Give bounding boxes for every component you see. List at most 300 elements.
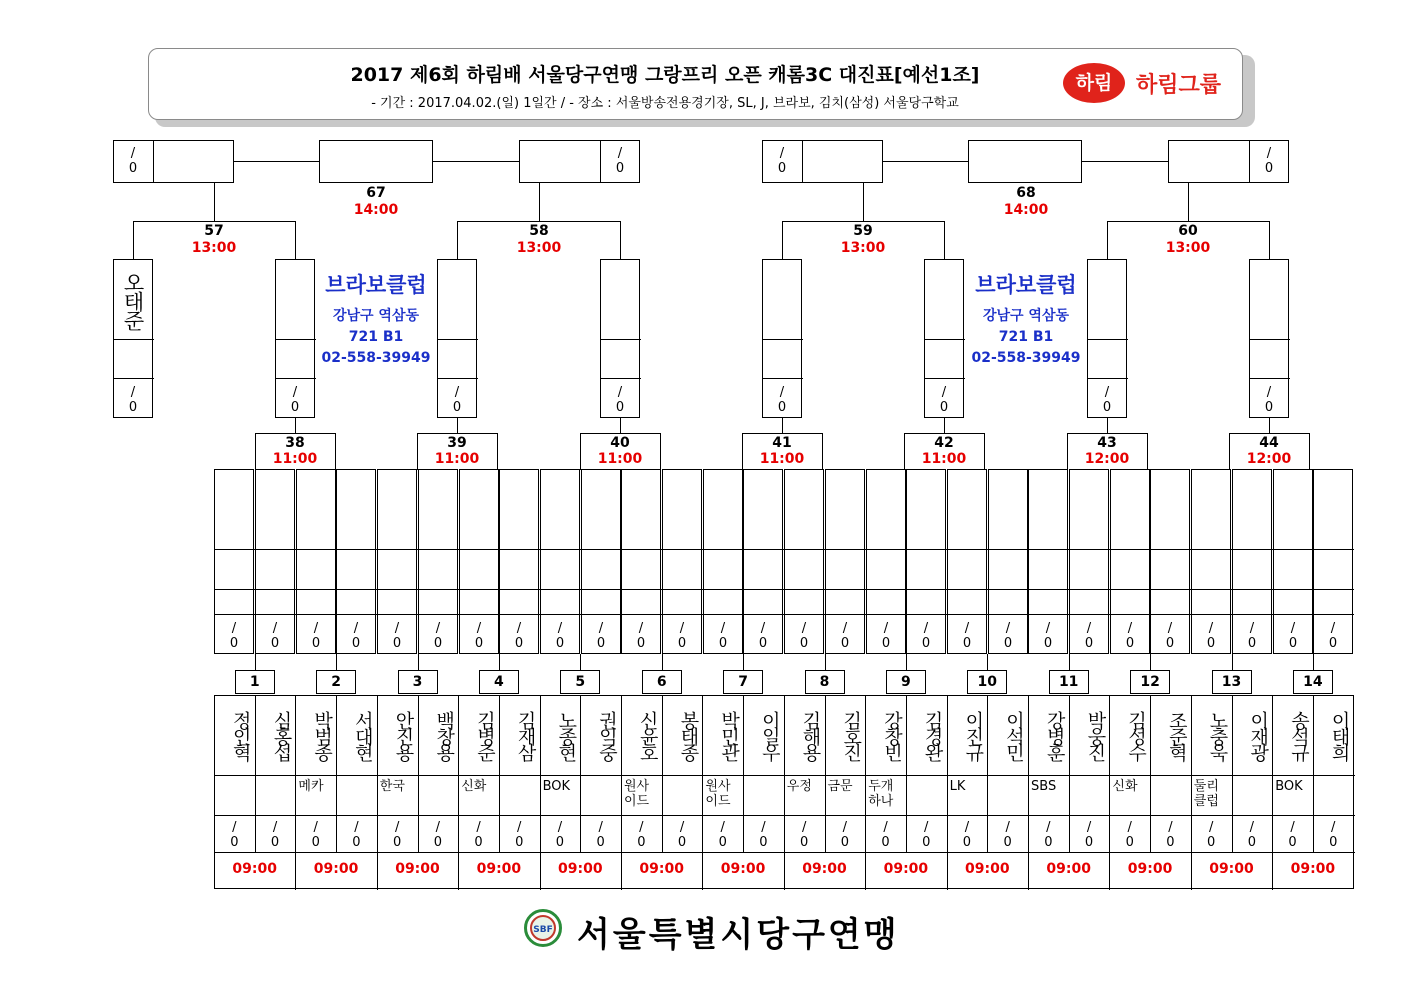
bracket-line: [214, 589, 255, 590]
bracket-line: [418, 654, 419, 671]
bracket-line: [255, 433, 256, 470]
round2-time: 11:00: [759, 451, 805, 467]
bracket-line: [1313, 654, 1314, 671]
bracket-line: [784, 549, 825, 550]
score-cell: / 0: [1003, 820, 1012, 850]
score-cell: / 0: [1207, 820, 1216, 850]
score-cell: / 0: [759, 820, 768, 850]
bracket-line: [703, 614, 744, 615]
score-cell: / 0: [1288, 820, 1297, 850]
player-name[interactable]: 김성수: [1125, 711, 1148, 759]
score-cell: / 0: [921, 621, 931, 651]
semi-number: 60: [1178, 223, 1198, 239]
player-name[interactable]: 노종현: [555, 711, 578, 759]
bracket-line: [295, 418, 296, 434]
bracket-line: [1191, 589, 1232, 590]
player-club: [909, 779, 946, 813]
bracket-line: [743, 589, 784, 590]
score-cell: / 0: [433, 820, 442, 850]
score-cell: / 0: [1264, 385, 1274, 415]
score-cell: / 0: [128, 146, 138, 176]
score-cell: / 0: [229, 621, 239, 651]
bracket-line: [1273, 614, 1314, 615]
round2-time: 11:00: [921, 451, 967, 467]
bracket-line: [255, 614, 296, 615]
bracket-line: [1150, 549, 1191, 550]
bracket-line: [1232, 589, 1273, 590]
score-cell: / 0: [352, 820, 361, 850]
bracket-line: [214, 614, 255, 615]
bracket-line: [825, 589, 866, 590]
player-name[interactable]: 김경완: [921, 711, 944, 759]
player-club: [1316, 779, 1353, 813]
score-cell: / 0: [1003, 621, 1013, 651]
sponsor-address: 강남구 역삼동: [982, 308, 1070, 324]
score-cell: / 0: [311, 820, 320, 850]
score-cell: / 0: [1329, 820, 1338, 850]
bracket-line: [924, 339, 965, 340]
bracket-line: [1269, 221, 1270, 260]
bracket-line: [581, 549, 622, 550]
player-name[interactable]: 백창용: [433, 711, 456, 759]
match-number: 8: [805, 670, 845, 694]
bracket-line: [499, 654, 500, 671]
bracket-line: [1269, 418, 1270, 434]
score-cell: / 0: [452, 385, 462, 415]
seeded-player-name: 오태준: [121, 271, 145, 329]
score-cell: / 0: [555, 621, 565, 651]
score-cell: / 0: [433, 621, 443, 651]
bracket-line: [459, 549, 500, 550]
match-number: 11: [1049, 670, 1089, 694]
bracket-line: [944, 418, 945, 434]
player-club: [746, 779, 783, 813]
bracket-line: [1069, 614, 1110, 615]
final-time: 14:00: [353, 202, 399, 218]
bracket-line: [1313, 614, 1354, 615]
player-club: 금문: [827, 779, 853, 794]
bracket-line: [1147, 433, 1148, 470]
bracket-line: [459, 614, 500, 615]
bracket-line: [866, 614, 907, 615]
bracket-line: [499, 614, 540, 615]
final-time: 14:00: [1003, 202, 1049, 218]
bracket-line: [1191, 549, 1232, 550]
player-club: 둘리클럽: [1193, 779, 1219, 809]
player-club: [665, 779, 702, 813]
score-cell: / 0: [800, 820, 809, 850]
player-club: [339, 779, 376, 813]
match-number: 4: [479, 670, 519, 694]
player-club: [217, 779, 254, 813]
bracket-line: [377, 614, 418, 615]
bracket-line: [1249, 378, 1290, 379]
player-name[interactable]: 박민관: [718, 711, 741, 759]
bracket-line: [1273, 589, 1314, 590]
score-cell: / 0: [1288, 621, 1298, 651]
score-cell: / 0: [881, 820, 890, 850]
score-cell: / 0: [615, 146, 625, 176]
score-cell: / 0: [290, 385, 300, 415]
match-time: 09:00: [965, 861, 1010, 877]
bracket-line: [988, 549, 1029, 550]
score-cell: / 0: [596, 621, 606, 651]
bracket-line: [621, 614, 662, 615]
round2-time: 12:00: [1246, 451, 1292, 467]
bracket-line: [539, 182, 540, 222]
player-name[interactable]: 봉태종: [677, 711, 700, 759]
player-club: [502, 779, 539, 813]
sbf-logo-icon: [524, 909, 562, 947]
player-name[interactable]: 김해용: [799, 711, 822, 759]
player-club: [583, 779, 620, 813]
round2-time: 11:00: [272, 451, 318, 467]
match-number: 7: [723, 670, 763, 694]
player-name[interactable]: 김호진: [840, 711, 863, 759]
score-cell: / 0: [1084, 820, 1094, 850]
semi-number: 57: [204, 223, 224, 239]
sponsor-phone: 02-558-39949: [321, 350, 431, 366]
bracket-line: [988, 589, 1029, 590]
sponsor-name: 브라보클럽: [975, 273, 1077, 297]
bracket-line: [1313, 549, 1354, 550]
player-name[interactable]: 이석민: [1002, 711, 1025, 759]
page-title: 2017 제6회 하림배 서울당구연맹 그랑프리 오픈 캐롬3C 대진표[예선1조]: [350, 64, 980, 86]
bracket-line: [1107, 418, 1108, 434]
bracket-line: [335, 433, 336, 470]
match-time: 09:00: [1209, 861, 1254, 877]
bracket-line: [947, 589, 988, 590]
bracket-line: [1309, 433, 1310, 470]
score-cell: / 0: [393, 820, 402, 850]
player-name[interactable]: 안진용: [392, 711, 415, 759]
player-name[interactable]: 박범종: [311, 711, 334, 759]
player-name[interactable]: 노충욱: [1206, 711, 1229, 759]
bracket-line: [825, 549, 866, 550]
bracket-line: [866, 589, 907, 590]
player-name[interactable]: 박웅진: [1084, 711, 1107, 759]
bracket-line: [1110, 614, 1151, 615]
player-name[interactable]: 이재광: [1247, 711, 1270, 759]
bracket-line: [1028, 549, 1069, 550]
sponsor-phone: 02-558-39949: [971, 350, 1081, 366]
bracket-line: [417, 433, 418, 470]
bracket-line: [418, 549, 459, 550]
score-cell: / 0: [840, 621, 850, 651]
match-time: 09:00: [232, 861, 277, 877]
round2-time: 12:00: [1084, 451, 1130, 467]
bracket-line: [906, 614, 947, 615]
bracket-line: [275, 378, 316, 379]
semi-time: 13:00: [516, 240, 562, 256]
score-cell: / 0: [128, 385, 138, 415]
bracket-line: [377, 589, 418, 590]
final-number: 68: [1016, 185, 1036, 201]
bracket-line: [743, 654, 744, 671]
org-name: 서울특별시당구연맹: [577, 915, 900, 955]
bracket-line: [662, 549, 703, 550]
semi-time: 13:00: [840, 240, 886, 256]
player-name[interactable]: 송석규: [1287, 711, 1310, 759]
bracket-line: [1232, 614, 1273, 615]
bracket-line: [295, 221, 296, 260]
harim-logo-text: 하림그룹: [1136, 73, 1222, 98]
bracket-line: [987, 654, 988, 671]
bracket-line: [497, 433, 498, 470]
bracket-line: [581, 589, 622, 590]
bracket-line: [762, 339, 803, 340]
player-name[interactable]: 김병준: [473, 711, 496, 759]
score-cell: / 0: [939, 385, 949, 415]
bracket-line: [988, 614, 1029, 615]
match-time: 09:00: [476, 861, 522, 877]
score-cell: / 0: [840, 820, 849, 850]
sponsor-address: 강남구 역삼동: [332, 308, 420, 324]
score-cell: / 0: [777, 385, 787, 415]
bracket-line: [662, 614, 703, 615]
bracket-line: [1028, 614, 1069, 615]
bracket-line: [499, 589, 540, 590]
score-cell: / 0: [1044, 820, 1053, 850]
player-name[interactable]: 서대현: [351, 711, 374, 759]
round2-number: 39: [447, 435, 467, 451]
player-club: [1235, 779, 1272, 813]
bracket-line: [906, 654, 907, 671]
bracket-line: [660, 433, 661, 470]
bracket-line: [1087, 378, 1128, 379]
match-number: 14: [1293, 670, 1333, 694]
score-cell: / 0: [270, 820, 280, 850]
player-club: [1153, 779, 1190, 813]
bracket-line: [1069, 549, 1110, 550]
player-club: LK: [949, 779, 966, 794]
bracket-line: [1191, 614, 1232, 615]
bracket-line: [825, 614, 866, 615]
player-club: [990, 779, 1027, 813]
match-time: 09:00: [558, 861, 603, 877]
player-name[interactable]: 강창빈: [880, 711, 903, 759]
player-name[interactable]: 강병훈: [1043, 711, 1066, 759]
match-number: 3: [398, 670, 438, 694]
bracket-line: [904, 433, 905, 470]
score-cell: / 0: [1043, 621, 1053, 651]
match-time: 09:00: [883, 861, 929, 877]
bracket-line: [499, 549, 540, 550]
bracket-line: [275, 339, 316, 340]
match-number: 9: [886, 670, 926, 694]
bracket-line: [662, 654, 663, 671]
bracket-line: [1087, 339, 1128, 340]
bracket-line: [924, 378, 965, 379]
player-club: 신화: [461, 779, 487, 794]
round2-number: 42: [934, 435, 954, 451]
bracket-line: [984, 433, 985, 470]
score-cell: / 0: [718, 621, 728, 651]
bracket-line: [1110, 589, 1151, 590]
bracket-line: [782, 418, 783, 434]
score-cell: / 0: [1247, 820, 1256, 850]
player-name[interactable]: 김재삼: [514, 711, 537, 759]
bracket-line: [1150, 654, 1151, 671]
score-cell: / 0: [1328, 621, 1338, 651]
bracket-line: [825, 654, 826, 671]
player-name[interactable]: 이태희: [1328, 711, 1351, 759]
score-cell: / 0: [596, 820, 605, 850]
sbf-logo-text: SBF: [533, 925, 553, 935]
score-cell: / 0: [392, 621, 402, 651]
bracket-line: [947, 549, 988, 550]
score-cell: / 0: [615, 385, 625, 415]
bracket-line: [336, 589, 377, 590]
player-club: 두개하나: [868, 779, 894, 809]
bracket-line: [336, 654, 337, 671]
score-cell: / 0: [474, 820, 483, 850]
final-winner-slot: [319, 140, 433, 183]
bracket-line: [1313, 589, 1354, 590]
player-name[interactable]: 신윤호: [636, 711, 659, 759]
player-name[interactable]: 심홍섭: [270, 711, 293, 759]
bracket-line: [947, 614, 988, 615]
bracket-line: [883, 161, 969, 162]
harim-logo-mark: 하림: [1063, 63, 1125, 103]
player-club: [258, 779, 295, 813]
round2-number: 40: [610, 435, 630, 451]
player-club: 한국: [379, 779, 405, 794]
score-cell: / 0: [555, 820, 565, 850]
bracket-line: [802, 140, 803, 183]
bracket-line: [234, 161, 320, 162]
bracket-line: [1069, 654, 1070, 671]
bracket-line: [133, 221, 134, 260]
match-number: 2: [316, 670, 356, 694]
bracket-line: [703, 589, 744, 590]
player-name[interactable]: 이진규: [962, 711, 985, 759]
match-number: 6: [642, 670, 682, 694]
score-cell: / 0: [799, 621, 809, 651]
bracket-line: [600, 339, 641, 340]
bracket-line: [214, 549, 255, 550]
semi-number: 59: [853, 223, 873, 239]
bracket-line: [255, 589, 296, 590]
bracket-line: [336, 614, 377, 615]
match-time: 09:00: [1290, 861, 1336, 877]
bracket-line: [784, 614, 825, 615]
score-cell: / 0: [1206, 621, 1216, 651]
bracket-line: [255, 549, 296, 550]
bracket-line: [457, 221, 458, 260]
score-cell: / 0: [1125, 621, 1135, 651]
score-cell: / 0: [270, 621, 280, 651]
bracket-line: [782, 221, 783, 260]
round2-time: 11:00: [597, 451, 643, 467]
player-club: [1072, 779, 1109, 813]
bracket-line: [1232, 654, 1233, 671]
sponsor-address: 721 B1: [348, 329, 404, 345]
match-time: 09:00: [1127, 861, 1173, 877]
semi-number: 58: [529, 223, 549, 239]
player-club: 원사이드: [624, 779, 650, 809]
bracket-line: [620, 221, 621, 260]
player-club: [421, 779, 458, 813]
round2-number: 38: [285, 435, 305, 451]
bracket-line: [662, 589, 703, 590]
round2-number: 44: [1259, 435, 1279, 451]
match-number: 13: [1212, 670, 1252, 694]
bracket-line: [418, 614, 459, 615]
bracket-line: [540, 549, 581, 550]
match-number: 1: [235, 670, 275, 694]
bracket-line: [742, 433, 743, 470]
bracket-line: [581, 614, 622, 615]
match-time: 09:00: [1046, 861, 1091, 877]
score-cell: / 0: [677, 820, 687, 850]
score-cell: / 0: [1125, 820, 1134, 850]
score-cell: / 0: [677, 621, 687, 651]
player-club: 원사이드: [705, 779, 731, 809]
player-club: 신화: [1112, 779, 1138, 794]
bracket-line: [540, 589, 581, 590]
player-name[interactable]: 조준혁: [1165, 711, 1188, 759]
bracket-line: [1273, 549, 1314, 550]
bracket-line: [296, 549, 337, 550]
bracket-line: [743, 549, 784, 550]
player-club: BOK: [1275, 779, 1303, 794]
score-cell: / 0: [1102, 385, 1112, 415]
score-cell: / 0: [881, 621, 891, 651]
bracket-line: [459, 589, 500, 590]
bracket-line: [437, 378, 478, 379]
score-cell: / 0: [636, 621, 646, 651]
player-name[interactable]: 권익중: [595, 711, 618, 759]
bracket-line: [377, 549, 418, 550]
score-cell: / 0: [637, 820, 646, 850]
bracket-line: [113, 339, 154, 340]
match-number: 12: [1130, 670, 1170, 694]
bracket-line: [906, 549, 947, 550]
bracket-line: [1028, 589, 1069, 590]
bracket-line: [863, 182, 864, 222]
bracket-line: [906, 589, 947, 590]
score-cell: / 0: [922, 820, 931, 850]
score-cell: / 0: [758, 621, 768, 651]
score-cell: / 0: [1166, 820, 1175, 850]
player-name[interactable]: 이일우: [758, 711, 781, 759]
score-cell: / 0: [474, 621, 484, 651]
score-cell: / 0: [1165, 621, 1175, 651]
bracket-line: [113, 378, 154, 379]
match-time: 09:00: [313, 861, 359, 877]
final-number: 67: [366, 185, 386, 201]
match-number: 5: [560, 670, 600, 694]
bracket-line: [1229, 433, 1230, 470]
score-cell: / 0: [718, 820, 727, 850]
score-cell: / 0: [515, 820, 524, 850]
page-subtitle: - 기간 : 2017.04.02.(일) 1일간 / - 장소 : 서울방송전용경기장, SL, J, 브라보, 김치(삼성) 서울당구학교: [371, 96, 959, 111]
match-number: 10: [967, 670, 1007, 694]
bracket-line: [600, 378, 641, 379]
bracket-line: [437, 339, 478, 340]
score-cell: / 0: [1084, 621, 1094, 651]
bracket-line: [1150, 589, 1191, 590]
score-cell: / 0: [230, 820, 239, 850]
player-name[interactable]: 정인혁: [229, 711, 252, 759]
score-cell: / 0: [962, 820, 972, 850]
bracket-line: [1249, 339, 1290, 340]
score-cell: / 0: [1264, 146, 1274, 176]
semi-time: 13:00: [1165, 240, 1211, 256]
bracket-line: [944, 221, 945, 260]
bracket-line: [762, 378, 803, 379]
